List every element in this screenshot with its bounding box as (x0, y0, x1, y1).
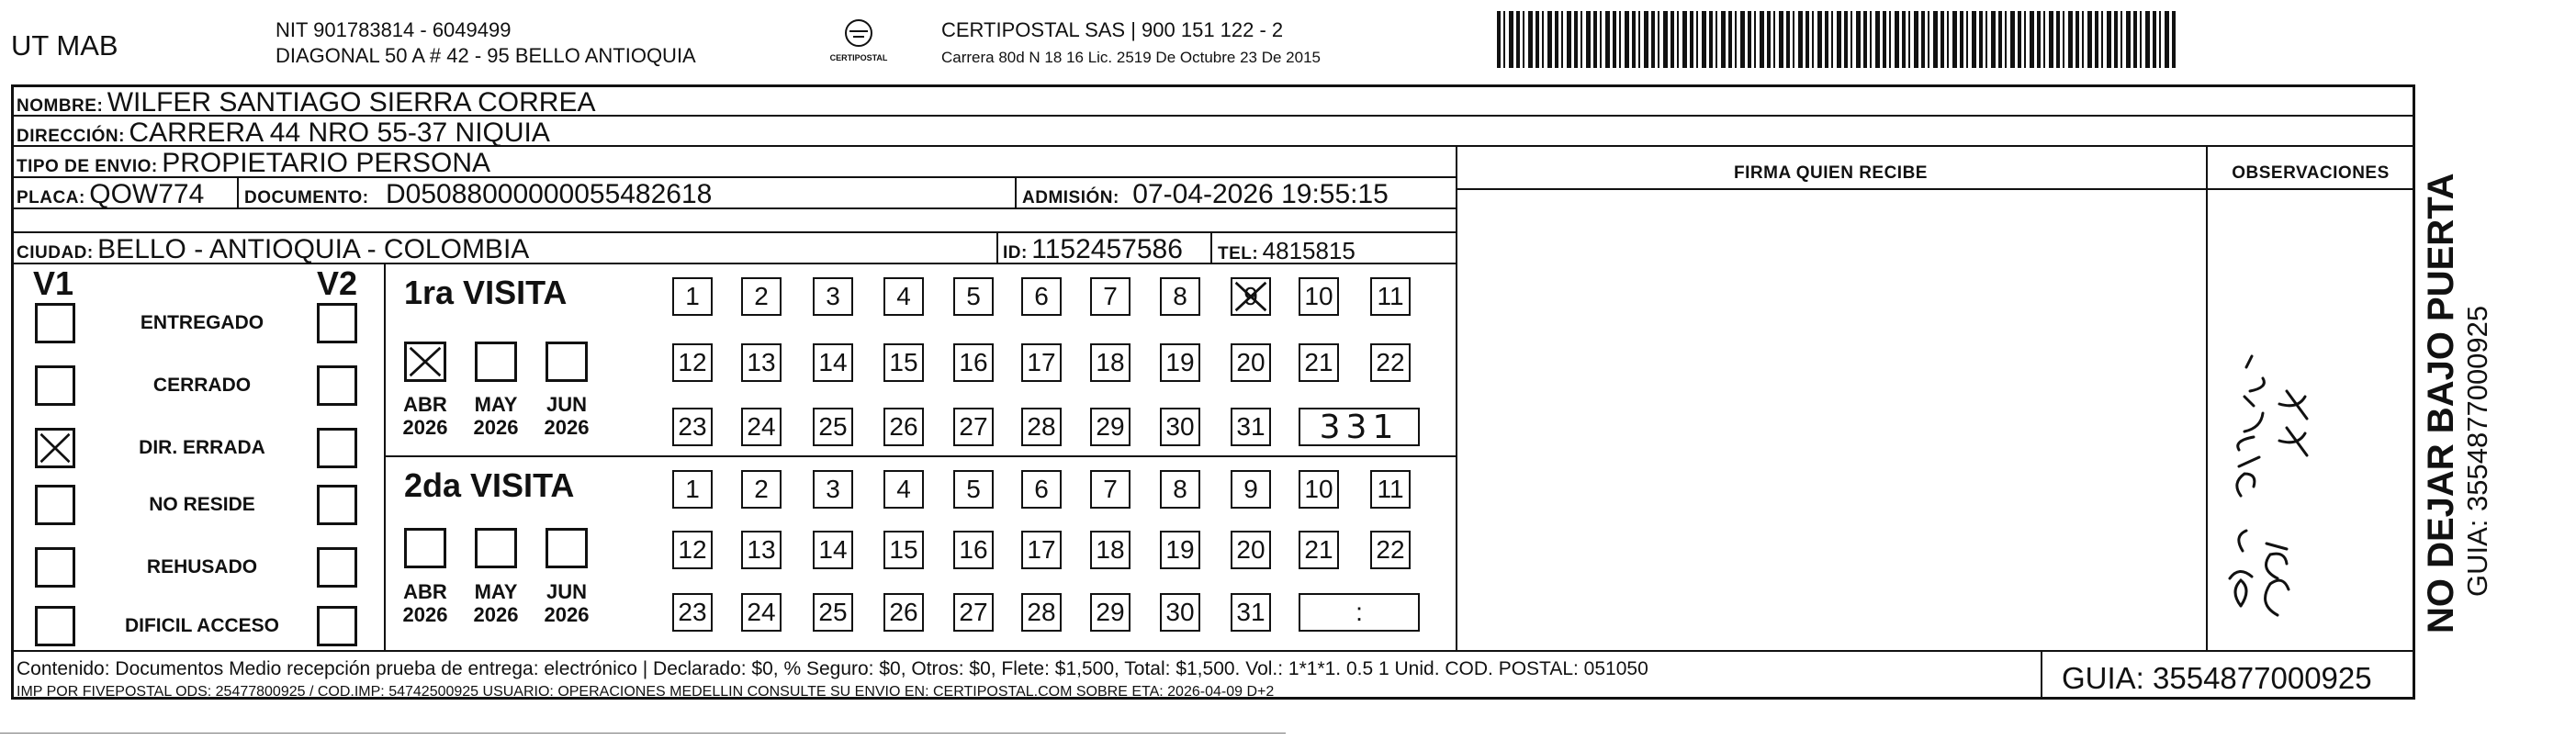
month-label: ABR 2026 (402, 393, 448, 439)
day-box[interactable]: 8 (1160, 470, 1200, 509)
day-box[interactable]: 4 (883, 277, 924, 316)
address-row (17, 118, 550, 149)
barcode (1497, 11, 2177, 68)
month-checkbox[interactable] (546, 342, 588, 382)
status-label: DIFICIL ACCESO (124, 615, 279, 636)
recipient-name-row (17, 87, 596, 118)
day-box[interactable]: 3 (813, 277, 853, 316)
admission-value: 07-04-2026 19:55:15 (1132, 179, 1389, 209)
v1-label: V1 (33, 264, 74, 302)
month-label: JUN 2026 (544, 393, 590, 439)
day-box[interactable]: 26 (883, 408, 924, 446)
day-box[interactable]: 27 (953, 408, 994, 446)
v2-checkbox[interactable] (317, 303, 357, 343)
day-box[interactable]: 21 (1299, 531, 1339, 569)
guide-number: GUIA: 3554877000925 (2062, 661, 2372, 695)
day-box[interactable]: 10 (1299, 470, 1339, 509)
plate-field (17, 179, 204, 210)
visit2-time-box[interactable]: : (1299, 593, 1420, 632)
city-field (17, 234, 529, 265)
side-guide-number: GUIA: 3554877000925 (2461, 305, 2493, 597)
day-box[interactable]: 1 (672, 470, 713, 509)
day-box[interactable]: 6 (1021, 470, 1062, 509)
month-checkbox[interactable] (475, 528, 517, 568)
day-box[interactable]: 20 (1231, 531, 1271, 569)
day-box[interactable]: 25 (813, 408, 853, 446)
day-box[interactable]: 1 (672, 277, 713, 316)
status-label: DIR. ERRADA (139, 437, 265, 458)
id-field (1003, 234, 1183, 265)
nit: NIT 901783814 - 6049499 (276, 18, 512, 41)
day-box[interactable]: 7 (1090, 470, 1131, 509)
day-box[interactable]: 2 (741, 277, 782, 316)
day-box[interactable]: 14 (813, 531, 853, 569)
day-box[interactable]: 23 (672, 593, 713, 632)
day-box[interactable]: 13 (741, 531, 782, 569)
company-address: Carrera 80d N 18 16 Lic. 2519 De Octubre 23 De 2015 (941, 49, 1321, 66)
day-box[interactable]: 8 (1160, 277, 1200, 316)
day-box[interactable]: 16 (953, 343, 994, 382)
plate-value: QOW774 (89, 179, 205, 209)
shipment-type-row (17, 148, 490, 179)
day-box[interactable]: 28 (1021, 593, 1062, 632)
visit1-time-box[interactable]: 331 (1299, 408, 1420, 446)
day-box[interactable]: 17 (1021, 343, 1062, 382)
day-box[interactable]: 26 (883, 593, 924, 632)
signature-header: FIRMA QUIEN RECIBE (1734, 163, 1928, 183)
day-box[interactable]: 19 (1160, 343, 1200, 382)
address-label: DIRECCIÓN: (17, 127, 125, 146)
day-box[interactable]: 3 (813, 470, 853, 509)
day-box[interactable]: 9 (1231, 470, 1271, 509)
v2-checkbox[interactable] (317, 428, 357, 468)
day-box[interactable]: 25 (813, 593, 853, 632)
document-value: D05088000000055482618 (386, 179, 713, 209)
month-label: ABR 2026 (402, 580, 448, 626)
month-label: MAY 2026 (473, 580, 519, 626)
month-checkbox-checked[interactable] (404, 342, 446, 382)
day-box[interactable]: 31 (1231, 408, 1271, 446)
recipient-name: WILFER SANTIAGO SIERRA CORREA (107, 87, 596, 118)
status-label: REHUSADO (146, 556, 258, 577)
company-name: CERTIPOSTAL SAS | 900 151 122 - 2 (941, 18, 1284, 41)
day-box[interactable]: 12 (672, 343, 713, 382)
sender-address: DIAGONAL 50 A # 42 - 95 BELLO ANTIOQUIA (276, 44, 696, 67)
admission-field (1022, 179, 1389, 210)
day-box[interactable]: 7 (1090, 277, 1131, 316)
admission-label: ADMISIÓN: (1022, 188, 1119, 207)
observation-handwriting (2222, 303, 2333, 633)
day-box[interactable]: 14 (813, 343, 853, 382)
day-box[interactable]: 23 (672, 408, 713, 446)
day-box[interactable]: 17 (1021, 531, 1062, 569)
day-box[interactable]: 4 (883, 470, 924, 509)
month-checkbox[interactable] (404, 528, 446, 568)
id-label: ID: (1003, 243, 1028, 263)
day-box[interactable]: 20 (1231, 343, 1271, 382)
day-box[interactable]: 18 (1090, 343, 1131, 382)
day-box[interactable]: 24 (741, 408, 782, 446)
shipment-type: PROPIETARIO PERSONA (162, 148, 491, 178)
v2-checkbox[interactable] (317, 547, 357, 588)
day-box[interactable]: 31 (1231, 593, 1271, 632)
day-box[interactable]: 30 (1160, 593, 1200, 632)
day-box[interactable]: 22 (1370, 531, 1411, 569)
document-label: DOCUMENTO: (244, 188, 369, 207)
day-box[interactable]: 15 (883, 343, 924, 382)
v2-checkbox[interactable] (317, 606, 357, 646)
day-box[interactable]: 12 (672, 531, 713, 569)
day-box[interactable]: 28 (1021, 408, 1062, 446)
city-label: CIUDAD: (17, 243, 94, 263)
no-under-door-warning: NO DEJAR BAJO PUERTA (2421, 173, 2461, 633)
recipient-address: CARRERA 44 NRO 55-37 NIQUIA (129, 118, 550, 148)
tel-field (1218, 237, 1355, 265)
v2-checkbox[interactable] (317, 485, 357, 525)
visit2-title: 2da VISITA (404, 466, 575, 504)
tel-value: 4815815 (1262, 237, 1355, 264)
tel-label: TEL: (1218, 244, 1259, 263)
print-info-line: IMP POR FIVEPOSTAL ODS: 25477800925 / COD.IMP: 54742500925 USUARIO: OPERACIONES MEDELLIN CONSULTE SU ENVIO EN: CERTIPOSTAL.COM SOBRE ETA: 2026-04-09 D+2 (17, 684, 1275, 700)
observations-header: OBSERVACIONES (2232, 163, 2390, 183)
day-box[interactable]: 27 (953, 593, 994, 632)
id-value: 1152457586 (1031, 234, 1183, 264)
month-checkbox[interactable] (546, 528, 588, 568)
day-box[interactable]: 6 (1021, 277, 1062, 316)
status-label: NO RESIDE (149, 494, 255, 515)
day-box[interactable]: 11 (1370, 470, 1411, 509)
v2-checkbox[interactable] (317, 365, 357, 406)
day-box[interactable]: 2 (741, 470, 782, 509)
city-value: BELLO - ANTIOQUIA - COLOMBIA (97, 234, 530, 264)
day-box[interactable]: 18 (1090, 531, 1131, 569)
type-label: TIPO DE ENVIO: (17, 157, 158, 176)
day-box[interactable]: 11 (1370, 277, 1411, 316)
day-box[interactable]: 5 (953, 277, 994, 316)
status-label: ENTREGADO (140, 312, 264, 333)
day-box-checked[interactable]: 9 (1231, 277, 1271, 316)
visit1-title: 1ra VISITA (404, 274, 568, 311)
side-warning (2421, 119, 2494, 633)
month-label: MAY 2026 (473, 393, 519, 439)
day-box[interactable]: 22 (1370, 343, 1411, 382)
day-box[interactable]: 10 (1299, 277, 1339, 316)
plate-label: PLACA: (17, 188, 85, 207)
day-box[interactable]: 21 (1299, 343, 1339, 382)
certipostal-logo: CERTIPOSTAL (822, 13, 895, 70)
month-checkbox[interactable] (475, 342, 517, 382)
day-box[interactable]: 13 (741, 343, 782, 382)
document-field (244, 179, 712, 210)
day-box[interactable]: 5 (953, 470, 994, 509)
day-box[interactable]: 30 (1160, 408, 1200, 446)
office-code: UT MAB (11, 29, 118, 62)
day-box[interactable]: 15 (883, 531, 924, 569)
name-label: NOMBRE: (17, 96, 104, 116)
day-box[interactable]: 24 (741, 593, 782, 632)
day-box[interactable]: 19 (1160, 531, 1200, 569)
month-label: JUN 2026 (544, 580, 590, 626)
status-label: CERRADO (152, 375, 252, 396)
day-box[interactable]: 29 (1090, 408, 1131, 446)
day-box[interactable]: 29 (1090, 593, 1131, 632)
contents-line: Contenido: Documentos Medio recepción prueba de entrega: electrónico | Declarado: $0, % Seguro: $0, Otros: $0, Flete: $1,500, Total: $1,500. Vol.: 1*1*1. 0.5 1 Unid. COD. POSTAL: 051050 (17, 658, 1648, 679)
v2-label: V2 (317, 264, 358, 302)
day-box[interactable]: 16 (953, 531, 994, 569)
